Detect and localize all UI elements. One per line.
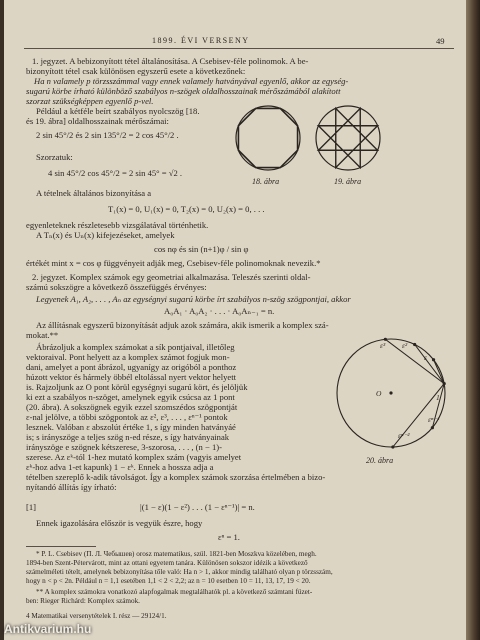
figure-20-label: εⁿ⁻¹ <box>428 415 440 424</box>
figure-18-caption: 18. ábra <box>252 177 280 186</box>
figure-20-vertex <box>431 426 434 429</box>
page-number: 49 <box>436 36 445 46</box>
theorem-line: Legyenek A₁, A₂, . . . , Aₙ az egységnyi sugarú körbe írt szabályos n-szög szögpontjai, akkor <box>36 294 351 304</box>
figure-20-vertex <box>443 382 446 385</box>
footnote-line: számelméleti tételt, amelynek bebizonyítása tőle való: Ha n > 1, akkor mindig található olyan p törzsszám, <box>26 568 333 576</box>
footnote-line: hogy n < p < 2n. Például n = 1,1 esetében 1,1 < 2 < 2,2; az n = 10 esetben 10 = 11, 13, 17, 19 < 20. <box>26 577 311 585</box>
formula: T₁(x) = 0, U₁(x) = 0, T₂(x) = 0, U₂(x) = 0, . . . <box>108 204 265 214</box>
figure-20-vertex <box>391 445 394 448</box>
formula: 2 sin 45°/2 és 2 sin 135°/2 = 2 cos 45°/2 . <box>36 130 179 140</box>
watermark: Antikvarium.hu <box>4 622 92 636</box>
figure-20-chord <box>415 344 445 383</box>
text-line: számú sokszögre a következő összefüggés érvényes: <box>26 282 207 292</box>
equation-number: [1] <box>26 502 37 512</box>
theorem-line: sugarú körbe írható különböző szabályos n-szögek oldalhosszainak mérőszámából alakított <box>26 86 341 96</box>
footnote-rule <box>26 546 96 547</box>
text-line: húzott vektor és hármely öbbél eltolással nyert vektor helyett <box>26 372 237 382</box>
figure-20-vertex <box>413 343 416 346</box>
text-line: vektoraival. Pont helyett az a komplex számot fogjuk mon- <box>26 352 230 362</box>
figure-20-vertex <box>432 358 435 361</box>
footnote-line: ** A komplex számokra vonatkozó alapfogalmak megtalálhatók pl. a következő számtani füzet- <box>36 588 313 596</box>
running-header: 1899. ÉVI VERSENY <box>152 36 250 45</box>
figure-20-label: O <box>376 389 382 398</box>
formula: cos nφ és sin (n+1)φ / sin φ <box>154 244 249 254</box>
formula: 4 sin 45°/2 cos 45°/2 = 2 sin 45° = √2 . <box>48 168 183 178</box>
note-1-heading: 1. jegyzet. A bebizonyított tétel általánosítása. A Csebisev-féle polinomok. A be- <box>32 56 309 66</box>
text-line: A Tₙ(x) és Uₙ(x) kifejezéseket, amelyek <box>36 230 175 240</box>
text-line: Ábrázoljuk a komplex számokat a sík pontjaival, illetőleg <box>36 342 235 352</box>
text-line: és 19. ábra] oldalhosszainak mérőszámai: <box>26 116 169 126</box>
figure-19-octagram <box>312 102 384 174</box>
figure-18-octagon <box>232 102 304 174</box>
text-line: lesznek. Valóban ε abszolút értéke 1, s így minden hatványáé <box>26 422 236 432</box>
figure-20-unit-circle <box>332 334 450 452</box>
book-spine <box>466 0 480 640</box>
note-2-heading: 2. jegyzet. Komplex számok egy geometriai alkalmazása. Teleszés szerinti oldal- <box>32 272 311 282</box>
text-line: (20. ábra). A sokszögnek egyik ezzel szomszédos szögpontját <box>26 402 238 412</box>
text-line: ki ezt a szabályos n-szöget, amelynek egyik csúcsa az 1 pont <box>26 392 235 402</box>
book-page <box>4 0 466 640</box>
text-line: Szorzatuk: <box>36 152 73 162</box>
text-line: is. Rajzoljunk az O pont körül egységnyi sugarú kört, és jelöljük <box>26 382 248 392</box>
formula: εⁿ = 1. <box>218 532 240 542</box>
theorem-line: szorzat szükségképpen egyenlő p-vel. <box>26 96 154 106</box>
text-line: Ennek igazolására először is vegyük észre, hogy <box>36 518 203 528</box>
text-line: egyenleteknek részletesebb vizsgálatával történhetik. <box>26 220 209 230</box>
text-line: A tételnek általános bizonyítása a <box>36 188 152 198</box>
figure-20-label: ε² <box>402 341 408 350</box>
figure-20-caption: 20. ábra <box>366 456 394 465</box>
text-line: εᵏ-hoz adva 1-et kapunk) 1 − εᵏ. Ennek a hossza adja a <box>26 462 214 472</box>
figure-20-label: 1 <box>436 393 440 402</box>
text-line: szerese. Az εᵏ-tól 1-hez mutató komplex szám (vagyis amelyet <box>26 452 242 462</box>
formula: A₀A₁ · A₀A₂ · . . . · A₀Aₙ₋₁ = n. <box>164 306 275 316</box>
text-line: nyítandó állítás így írható: <box>26 482 117 492</box>
theorem-line: Ha n valamely p törzsszámmal vagy ennek valamely hatványával egyenlő, akkor az egység- <box>34 76 349 86</box>
figure-19-caption: 19. ábra <box>334 177 362 186</box>
footnote-line: * P. L. Csebisev (П. Л. Чебышев) orosz matematikus, szül. 1821-ben Moszkva közelében, megh. <box>36 550 317 558</box>
footnote-line: 1894-ben Szent-Pétervárott, mint az ottani egyetem tanára. Különösen sokszor idézik a következő <box>26 559 308 567</box>
formula: |(1 − ε)(1 − ε²) . . . (1 − εⁿ⁻¹)| = n. <box>140 502 255 512</box>
text-line: dani, amelyet a pont ábrázol, ugyanígy az origóból a ponthoz <box>26 362 237 372</box>
text-line: Az állításnak egyszerű bizonyítását adjuk azok számára, akik ismerik a komplex szá- <box>36 320 329 330</box>
text-line: is; s irányszöge a teljes szög n-ed része, s így hatványainak <box>26 432 230 442</box>
text-line: értékét mint x = cos φ függvényeit adják meg, Csebisev-féle polinomoknak nevezik.* <box>26 258 321 268</box>
page-footer: 4 Matematikai versenytételek I. rész — 29124/1. <box>26 612 167 620</box>
text-line: mokat.** <box>26 330 59 340</box>
figure-20-label: εⁿ⁻² <box>398 431 410 440</box>
text-line: ε-nal jelölve, a többi szögpontok az ε², ε³, . . . , εⁿ⁻¹ pontok <box>26 412 228 422</box>
text-line: Például a kétféle beírt szabályos nyolcszög [18. <box>36 106 200 116</box>
figure-20-label: ε <box>424 353 427 362</box>
header-rule <box>24 48 454 49</box>
footnote-line: ben: Rieger Richárd: Komplex számok. <box>26 597 140 605</box>
text-line: bizonyított tétel csak különösen egyszerű esete a következőnek: <box>26 66 246 76</box>
text-line: irányszöge e szögnek kétszerese, 3-szorosa, . . . , (n − 1)- <box>26 442 222 452</box>
text-line: tételben szereplő k-adik távolságot. Így a komplex számok szorzása értelmében a bizo- <box>26 472 326 482</box>
figure-20-label: ε³ <box>380 341 386 350</box>
